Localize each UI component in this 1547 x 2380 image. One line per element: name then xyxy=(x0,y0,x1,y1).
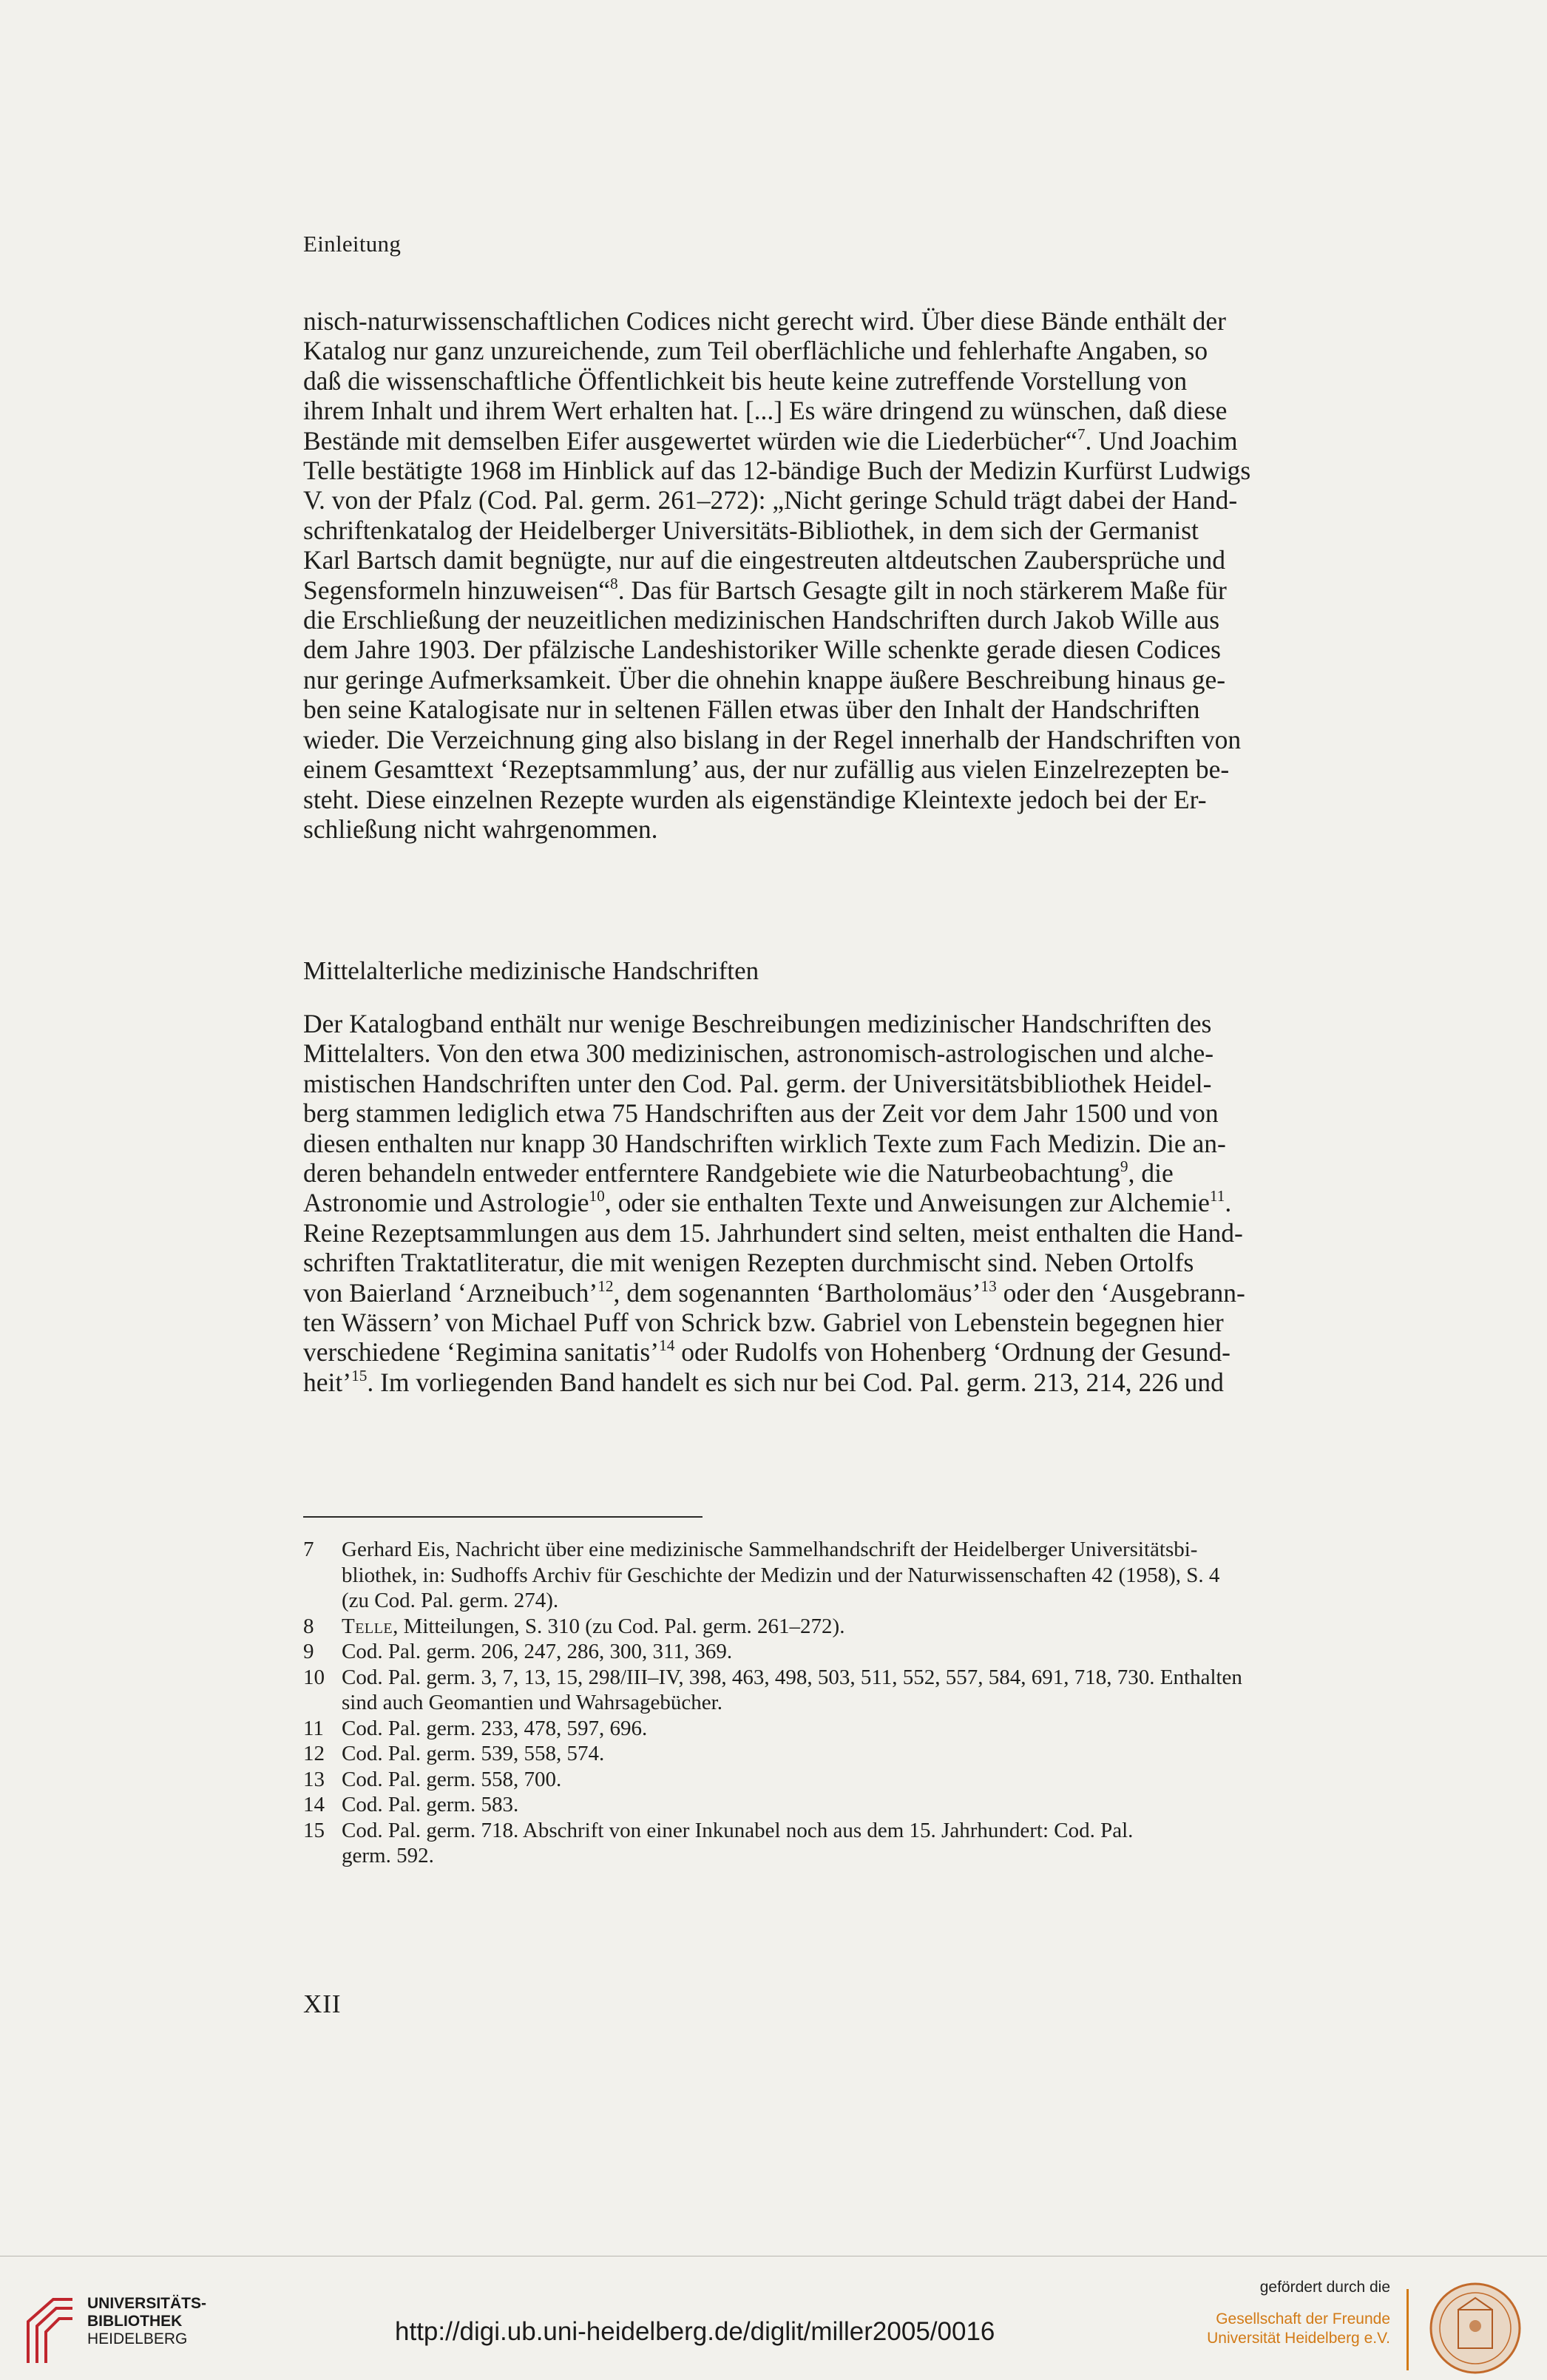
text-line: Astronomie und Astrologie$^{10}$, oder sie enthalten Texte und Anweisungen zur Alchemie$^{11}$. xyxy=(303,1187,1232,1218)
footnote-ref[interactable]: 14 xyxy=(659,1336,675,1355)
footnote-7: 7 Gerhard Eis, Nachricht über eine medizinische Sammelhandschrift der Heidelberger Universitätsbi- bliothek, in: Sudhoffs Archiv für Geschichte der Medizin und der Naturwissenschaften 42 (1958), S. 4 (zu Cod. Pal. germ. 274). xyxy=(303,1538,1220,1612)
page-number: XII xyxy=(303,1989,342,2018)
text-line: Reine Rezeptsammlungen aus dem 15. Jahrhundert sind selten, meist enthalten die Hand- xyxy=(303,1217,1243,1248)
text-line: ben seine Katalogisate nur in seltenen Fällen etwas über den Inhalt der Handschriften xyxy=(303,694,1200,725)
text-line: verschiedene ‘Regimina sanitatis’$^{14}$ oder Rudolfs von Hohenberg ‘Ordnung der Gesund- xyxy=(303,1336,1231,1368)
text-line: ihrem Inhalt und ihrem Wert erhalten hat. [...] Es wäre dringend zu wünschen, daß diese xyxy=(303,396,1228,426)
footnote-number: 12 xyxy=(303,1742,325,1765)
text-line: schließung nicht wahrgenommen. xyxy=(303,814,658,844)
digitization-footer xyxy=(0,2256,1547,2380)
footnote-ref[interactable]: 12 xyxy=(598,1277,614,1295)
text-line: Der Katalogband enthält nur wenige Beschreibungen medizinischer Handschriften des xyxy=(303,1009,1212,1038)
text-line: daß die wissenschaftliche Öffentlichkeit bis heute keine zutreffende Vorstellung von xyxy=(303,365,1188,396)
footnote-author: Telle xyxy=(342,1614,393,1638)
footnote-number: 14 xyxy=(303,1793,325,1816)
library-logo-icon[interactable] xyxy=(24,2292,77,2366)
permalink-url[interactable]: http://digi.ub.uni-heidelberg.de/diglit/miller2005/0016 xyxy=(395,2317,995,2346)
university-seal-icon xyxy=(1420,2280,1531,2376)
text-line: Segensformeln hinzuweisen“$^8$. Das für Bartsch Gesagte gilt in noch stärkerem Maße für xyxy=(303,574,1227,605)
footer-divider xyxy=(1406,2289,1409,2370)
paragraph-intro xyxy=(303,306,1368,844)
text-line: Mittelalters. Von den etwa 300 medizinischen, astronomisch-astrologischen und alche- xyxy=(303,1038,1214,1069)
text-line: berg stammen lediglich etwa 75 Handschriften aus der Zeit vor dem Jahr 1500 und von xyxy=(303,1098,1219,1129)
text-line: steht. Diese einzelnen Rezepte wurden als eigenständige Kleintexte jedoch bei der Er- xyxy=(303,784,1207,814)
footnote-14: 14 Cod. Pal. germ. 583. xyxy=(303,1793,519,1816)
text-line: von Baierland ‘Arzneibuch’$^{12}$, dem sogenannten ‘Bartholomäus’$^{13}$ oder den ‘Ausgebrann- xyxy=(303,1277,1245,1308)
footnote-number: 10 xyxy=(303,1665,325,1689)
footnote-9: 9 Cod. Pal. germ. 206, 247, 286, 300, 311, 369. xyxy=(303,1640,733,1663)
text-line: schriften Traktatliteratur, die mit wenigen Rezepten durchmischt sind. Neben Ortolfs xyxy=(303,1248,1194,1278)
footnote-number: 7 xyxy=(303,1538,314,1561)
text-line: nisch-naturwissenschaftlichen Codices nicht gerecht wird. Über diese Bände enthält der xyxy=(303,306,1226,336)
footnote-author: Gerhard Eis xyxy=(342,1538,445,1561)
text-line: deren behandeln entweder entferntere Randgebiete wie die Naturbeobachtung$^9$, die xyxy=(303,1157,1174,1189)
text-line: heit’$^{15}$. Im vorliegenden Band handelt es sich nur bei Cod. Pal. germ. 213, 214, 226 und xyxy=(303,1367,1224,1397)
footnote-ref[interactable]: 13 xyxy=(981,1277,997,1295)
text-line: einem Gesamttext ‘Rezeptsammlung’ aus, der nur zufällig aus vielen Einzelrezepten be- xyxy=(303,754,1230,785)
footnote-15: 15 Cod. Pal. germ. 718. Abschrift von einer Inkunabel noch aus dem 15. Jahrhundert: Cod. Pal. germ. 592. xyxy=(303,1818,1134,1867)
footnote-divider xyxy=(303,1516,703,1518)
text-line: Katalog nur ganz unzureichende, zum Teil oberflächliche und fehlerhafte Angaben, so xyxy=(303,336,1208,366)
footnote-number: 15 xyxy=(303,1818,325,1842)
footnote-12: 12 Cod. Pal. germ. 539, 558, 574. xyxy=(303,1742,605,1765)
footnote-ref[interactable]: 7 xyxy=(1077,425,1086,443)
text-line: wieder. Die Verzeichnung ging also bislang in der Regel innerhalb der Handschriften von xyxy=(303,724,1242,754)
text-line: dem Jahre 1903. Der pfälzische Landeshistoriker Wille schenkte gerade diesen Codices xyxy=(303,635,1221,665)
text-line: ten Wässern’ von Michael Puff von Schrick bzw. Gabriel von Lebenstein begegnen hier xyxy=(303,1308,1224,1338)
paragraph-medieval xyxy=(303,1009,1368,1397)
footnote-ref[interactable]: 10 xyxy=(589,1187,605,1206)
footnote-ref[interactable]: 15 xyxy=(351,1367,368,1385)
sponsor-credit[interactable]: gefördert durch die Gesellschaft der Freunde Universität Heidelberg e.V. xyxy=(1207,2279,1390,2347)
footnote-10: 10 Cod. Pal. germ. 3, 7, 13, 15, 298/III–IV, 398, 463, 498, 503, 511, 552, 557, 584, 691, 718, 730. Enthalten sind auch Geomantien und Wahrsagebücher. xyxy=(303,1665,1242,1714)
footnote-number: 13 xyxy=(303,1767,325,1791)
text-line: Telle bestätigte 1968 im Hinblick auf das 12-bändige Buch der Medizin Kurfürst Ludwigs xyxy=(303,456,1251,486)
footnote-number: 9 xyxy=(303,1640,314,1663)
footnote-ref[interactable]: 8 xyxy=(610,574,618,592)
text-line: die Erschließung der neuzeitlichen medizinischen Handschriften durch Jakob Wille aus xyxy=(303,605,1220,635)
text-line: mistischen Handschriften unter den Cod. Pal. germ. der Universitätsbibliothek Heidel- xyxy=(303,1068,1212,1098)
running-header: Einleitung xyxy=(303,231,402,257)
footnote-13: 13 Cod. Pal. germ. 558, 700. xyxy=(303,1767,562,1791)
footnote-number: 8 xyxy=(303,1614,314,1638)
footnote-number: 11 xyxy=(303,1716,324,1740)
text-line: nur geringe Aufmerksamkeit. Über die ohnehin knappe äußere Beschreibung hinaus ge- xyxy=(303,664,1226,694)
text-line: diesen enthalten nur knapp 30 Handschriften wirklich Texte zum Fach Medizin. Die an- xyxy=(303,1128,1226,1158)
text-line: Karl Bartsch damit begnügte, nur auf die eingestreuten altdeutschen Zaubersprüche und xyxy=(303,545,1225,575)
text-line: Bestände mit demselben Eifer ausgewertet würden wie die Liederbücher“$^7$. Und Joachim xyxy=(303,425,1238,456)
footnote-ref[interactable]: 11 xyxy=(1209,1187,1225,1206)
footnote-8: 8 Telle, Mitteilungen, S. 310 (zu Cod. Pal. germ. 261–272). xyxy=(303,1614,845,1638)
footnote-ref[interactable]: 9 xyxy=(1120,1157,1128,1176)
section-heading: Mittelalterliche medizinische Handschriften xyxy=(303,956,759,985)
library-name[interactable]: UNIVERSITÄTS- BIBLIOTHEK HEIDELBERG xyxy=(87,2295,207,2347)
text-line: V. von der Pfalz (Cod. Pal. germ. 261–272): „Nicht geringe Schuld trägt dabei der Hand- xyxy=(303,485,1238,515)
footnote-11: 11 Cod. Pal. germ. 233, 478, 597, 696. xyxy=(303,1716,648,1740)
footnotes xyxy=(303,1537,1368,1869)
text-line: schriftenkatalog der Heidelberger Universitäts-Bibliothek, in dem sich der Germanist xyxy=(303,515,1199,545)
